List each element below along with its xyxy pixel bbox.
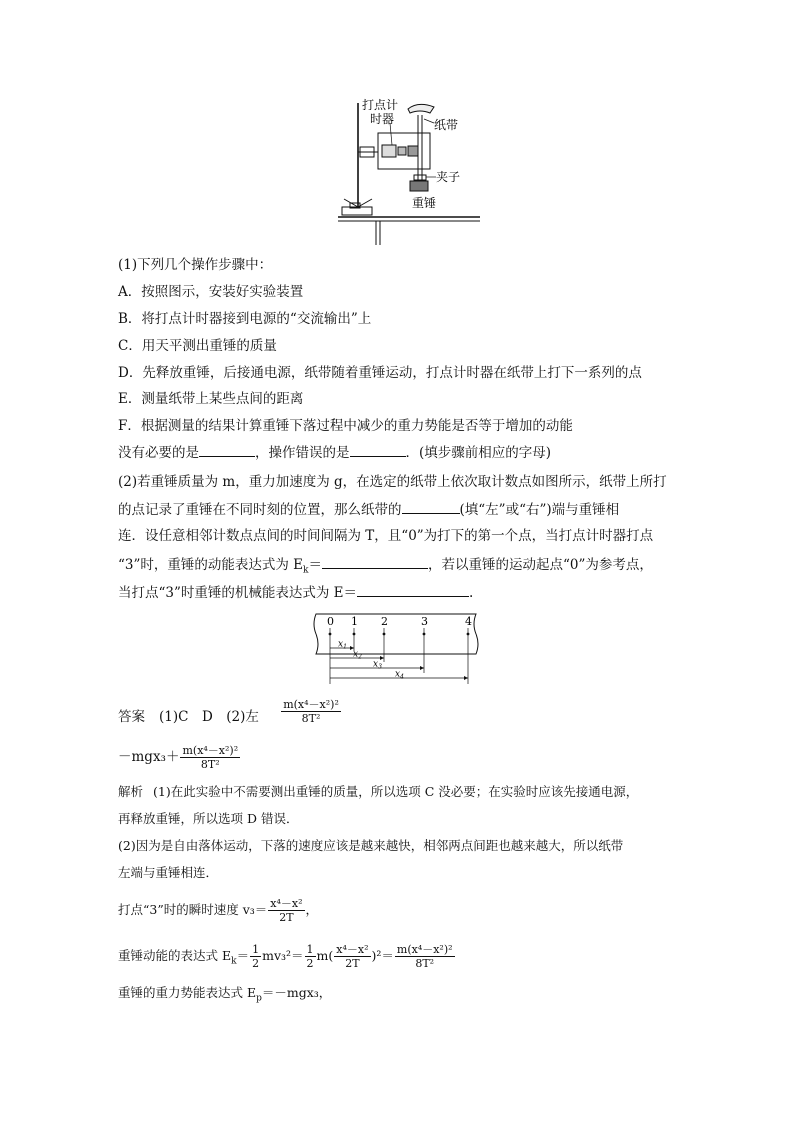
analysis-6-a: ＝ xyxy=(236,948,250,963)
q1-ask xyxy=(118,443,551,462)
apparatus-figure xyxy=(330,95,480,247)
velocity-fraction-2 xyxy=(334,943,370,970)
label-clip: 夹子 xyxy=(436,170,461,184)
analysis-7-pre: 重锤的重力势能表达式 E xyxy=(118,985,257,1000)
q2-line-2b: (填“左”或“右”)端与重锤相 xyxy=(459,502,620,518)
ek-num: m(x⁴－x²)² xyxy=(396,943,453,956)
q1-step-a: A．按照图示，安装好实验装置 xyxy=(118,284,304,300)
ek-den: 8T² xyxy=(415,957,435,970)
answer-blank-5[interactable] xyxy=(357,583,469,597)
velocity2-num: x⁴－x² xyxy=(336,943,369,956)
half2-num: 1 xyxy=(306,943,314,956)
q2-line-5 xyxy=(118,583,473,602)
analysis-label: 解析 xyxy=(118,784,144,799)
q1-intro: (1)下列几个操作步骤中： xyxy=(118,257,273,273)
q1-ask-c: ．(填步骤前相应的字母) xyxy=(405,445,552,461)
distance-label: $x_2$ xyxy=(353,649,362,661)
half2-den: 2 xyxy=(306,957,314,970)
analysis-5-post: ， xyxy=(305,902,319,917)
tape-point-label: 4 xyxy=(465,615,472,628)
tape-point-label: 3 xyxy=(421,615,428,628)
ep-sub: p xyxy=(256,993,262,1004)
answer-blank-1[interactable] xyxy=(199,443,255,457)
answer-line-2-pre: －mgx₃＋ xyxy=(118,749,180,765)
analysis-line-3: (2)因为是自由落体运动，下落的速度应该是越来越快，相邻两点间距也越来越大，所以纸带 xyxy=(118,838,624,853)
label-tape: 纸带 xyxy=(434,118,459,132)
analysis-5-pre: 打点“3”时的瞬时速度 v₃＝ xyxy=(118,902,268,917)
analysis-6-d: )²＝ xyxy=(371,948,394,963)
half-fraction xyxy=(250,943,261,970)
distance-arrowhead xyxy=(464,676,468,680)
velocity-fraction xyxy=(268,897,304,924)
answer-q1: (1)C D (2)左 xyxy=(159,709,259,725)
q1-step-f: F．根据测量的结果计算重锤下落过程中减少的重力势能是否等于增加的动能 xyxy=(118,418,573,434)
q2-line-2 xyxy=(118,500,619,519)
label-weight: 重锤 xyxy=(412,196,437,210)
velocity-num: x⁴－x² xyxy=(270,897,303,910)
analysis-6-b: mv₃²＝ xyxy=(262,948,304,963)
analysis-7-post: ＝－mgx₃， xyxy=(261,985,332,1000)
q1-step-c: C．用天平测出重锤的质量 xyxy=(118,338,277,354)
distance-label: $x_3$ xyxy=(373,659,382,671)
q2-line-3: 连．设任意相邻计数点点间的时间间隔为 T，且“0”为打下的第一个点，当打点计时器打点 xyxy=(118,528,654,544)
q2-line-4b: ＝ xyxy=(308,557,323,573)
analysis-line-4: 左端与重锤相连． xyxy=(118,865,219,880)
q1-step-b: B．将打点计时器接到电源的“交流输出”上 xyxy=(118,311,372,327)
tape-point-label: 1 xyxy=(351,615,358,628)
analysis-line-2: 再释放重锤，所以选项 D 错误． xyxy=(118,811,299,826)
q2-ek-sub: k xyxy=(303,565,309,576)
half-num: 1 xyxy=(252,943,260,956)
q2-line-4a: “3”时，重锤的动能表达式为 E xyxy=(118,557,304,573)
stand-base xyxy=(338,199,480,245)
q1-step-d: D．先释放重锤，后接通电源，纸带随着重锤运动，打点计时器在纸带上打下一系列的点 xyxy=(118,365,642,381)
q2-line-1: (2)若重锤质量为 m，重力加速度为 g，在选定的纸带上依次取计数点如图所示，纸带上所打 xyxy=(118,474,667,490)
analysis-6-pre: 重锤动能的表达式 E xyxy=(118,948,232,963)
answer-blank-3[interactable] xyxy=(402,500,460,514)
q2-line-5b: . xyxy=(469,585,474,601)
velocity-den: 2T xyxy=(279,911,294,924)
answer-frac-num: m(x⁴－x²)² xyxy=(283,698,339,711)
label-timer-2: 时器 xyxy=(370,112,395,126)
half-fraction-2 xyxy=(305,943,316,970)
q2-line-4c: ，若以重锤的运动起点“0”为参考点， xyxy=(428,557,653,573)
q1-ask-a: 没有必要的是 xyxy=(118,445,199,461)
label-timer-1: 打点计 xyxy=(362,98,399,112)
answer-label: 答案 xyxy=(118,709,145,725)
distance-arrowhead xyxy=(420,666,424,670)
half-den: 2 xyxy=(252,957,260,970)
ek-sub: k xyxy=(231,956,237,967)
q1-step-e: E．测量纸带上某些点间的距离 xyxy=(118,391,304,407)
tape-point-label: 2 xyxy=(381,615,388,628)
answer-fraction xyxy=(281,698,341,725)
answer-line-1 xyxy=(118,698,342,731)
answer-line-2 xyxy=(118,744,241,771)
analysis-line-5 xyxy=(118,897,318,924)
analysis-line-6 xyxy=(118,943,456,971)
ek-fraction xyxy=(395,943,455,970)
analysis-text-1: (1)在此实验中不需要测出重锤的质量，所以选项 C 没必要；在实验时应该先接通电源， xyxy=(153,784,639,799)
answer-frac2-num: m(x⁴－x²)² xyxy=(182,744,239,757)
q2-line-4 xyxy=(118,555,653,580)
q1-ask-b: ，操作错误的是 xyxy=(255,445,350,461)
q2-line-5a: 当打点“3”时重锤的机械能表达式为 E＝ xyxy=(118,585,358,601)
answer-fraction-2 xyxy=(180,744,240,771)
tape-diagram xyxy=(312,612,482,686)
tape-point-label: 0 xyxy=(327,615,334,628)
answer-frac2-den: 8T² xyxy=(200,758,220,771)
answer-blank-2[interactable] xyxy=(350,443,406,457)
timer-body xyxy=(358,133,430,169)
q2-line-2a: 的点记录了重锤在不同时刻的位置，那么纸带的 xyxy=(118,502,402,518)
distance-label: $x_1$ xyxy=(338,639,347,651)
distance-label: $x_4$ xyxy=(395,669,404,681)
analysis-line-1 xyxy=(118,783,638,801)
velocity2-den: 2T xyxy=(345,957,360,970)
analysis-line-7 xyxy=(118,984,331,1008)
analysis-6-c: m( xyxy=(316,948,334,963)
answer-frac-den: 8T² xyxy=(301,712,321,725)
distance-arrowhead xyxy=(380,656,384,660)
answer-blank-4[interactable] xyxy=(322,555,428,569)
